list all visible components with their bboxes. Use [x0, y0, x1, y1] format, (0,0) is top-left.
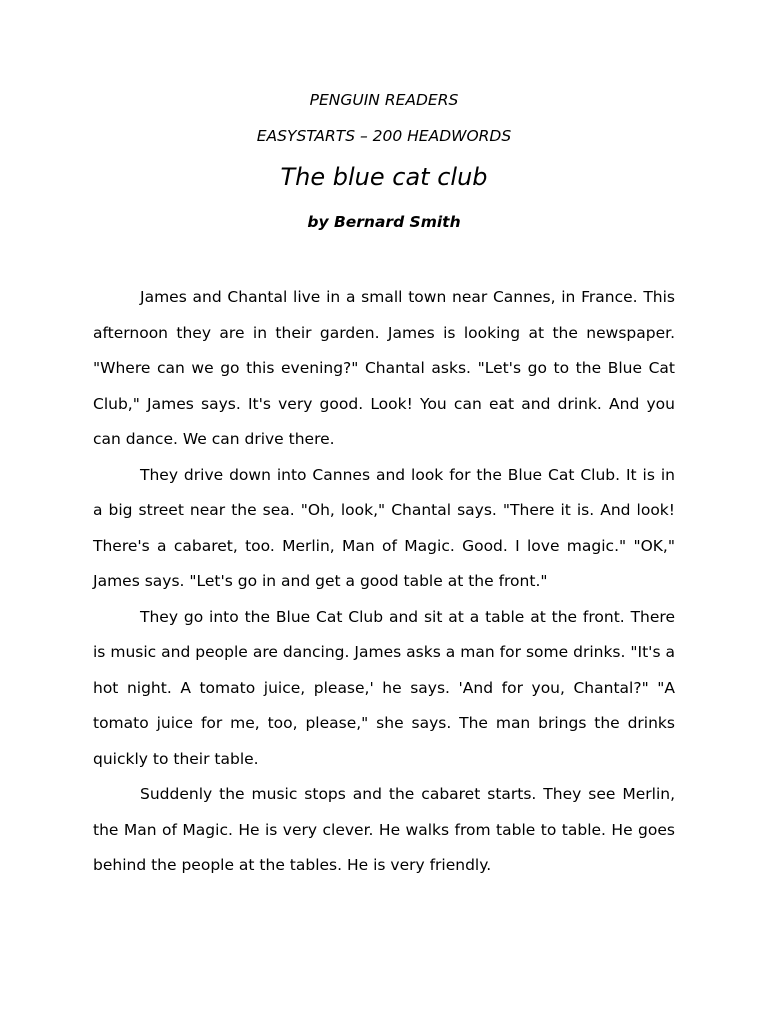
story-body	[93, 280, 675, 884]
paragraph: They go into the Blue Cat Club and sit at a table at the front. There is music and people are dancing. James asks a man for some drinks. "It's a hot night. A tomato juice, please,' he says. 'And for you, Chantal?" "A tomato juice for me, too, please," she says. The man brings the drinks quickly to their table.	[93, 607, 675, 768]
paragraph: They drive down into Cannes and look for the Blue Cat Club. It is in a big street near the sea. "Oh, look," Chantal says. "There it is. And look! There's a cabaret, too. Merlin, Man of Magic. Good. I love magic." "OK," James says. "Let's go in and get a good table at the front."	[93, 465, 675, 590]
author-line: by Bernard Smith	[307, 213, 461, 231]
series-name: PENGUIN READERS	[309, 91, 459, 109]
paragraph: Suddenly the music stops and the cabaret starts. They see Merlin, the Man of Magic. He is very clever. He walks from table to table. He goes behind the people at the tables. He is very friendly.	[93, 785, 675, 874]
paragraph: James and Chantal live in a small town near Cannes, in France. This afternoon they are in their garden. James is looking at the newspaper. "Where can we go this evening?" Chantal asks. "Let's go to the Blue Cat Club," James says. It's very good. Look! You can eat and drink. And you can dance. We can drive there.	[93, 288, 675, 448]
level-line: EASYSTARTS – 200 HEADWORDS	[256, 127, 512, 145]
story-title: The blue cat club	[280, 163, 488, 191]
